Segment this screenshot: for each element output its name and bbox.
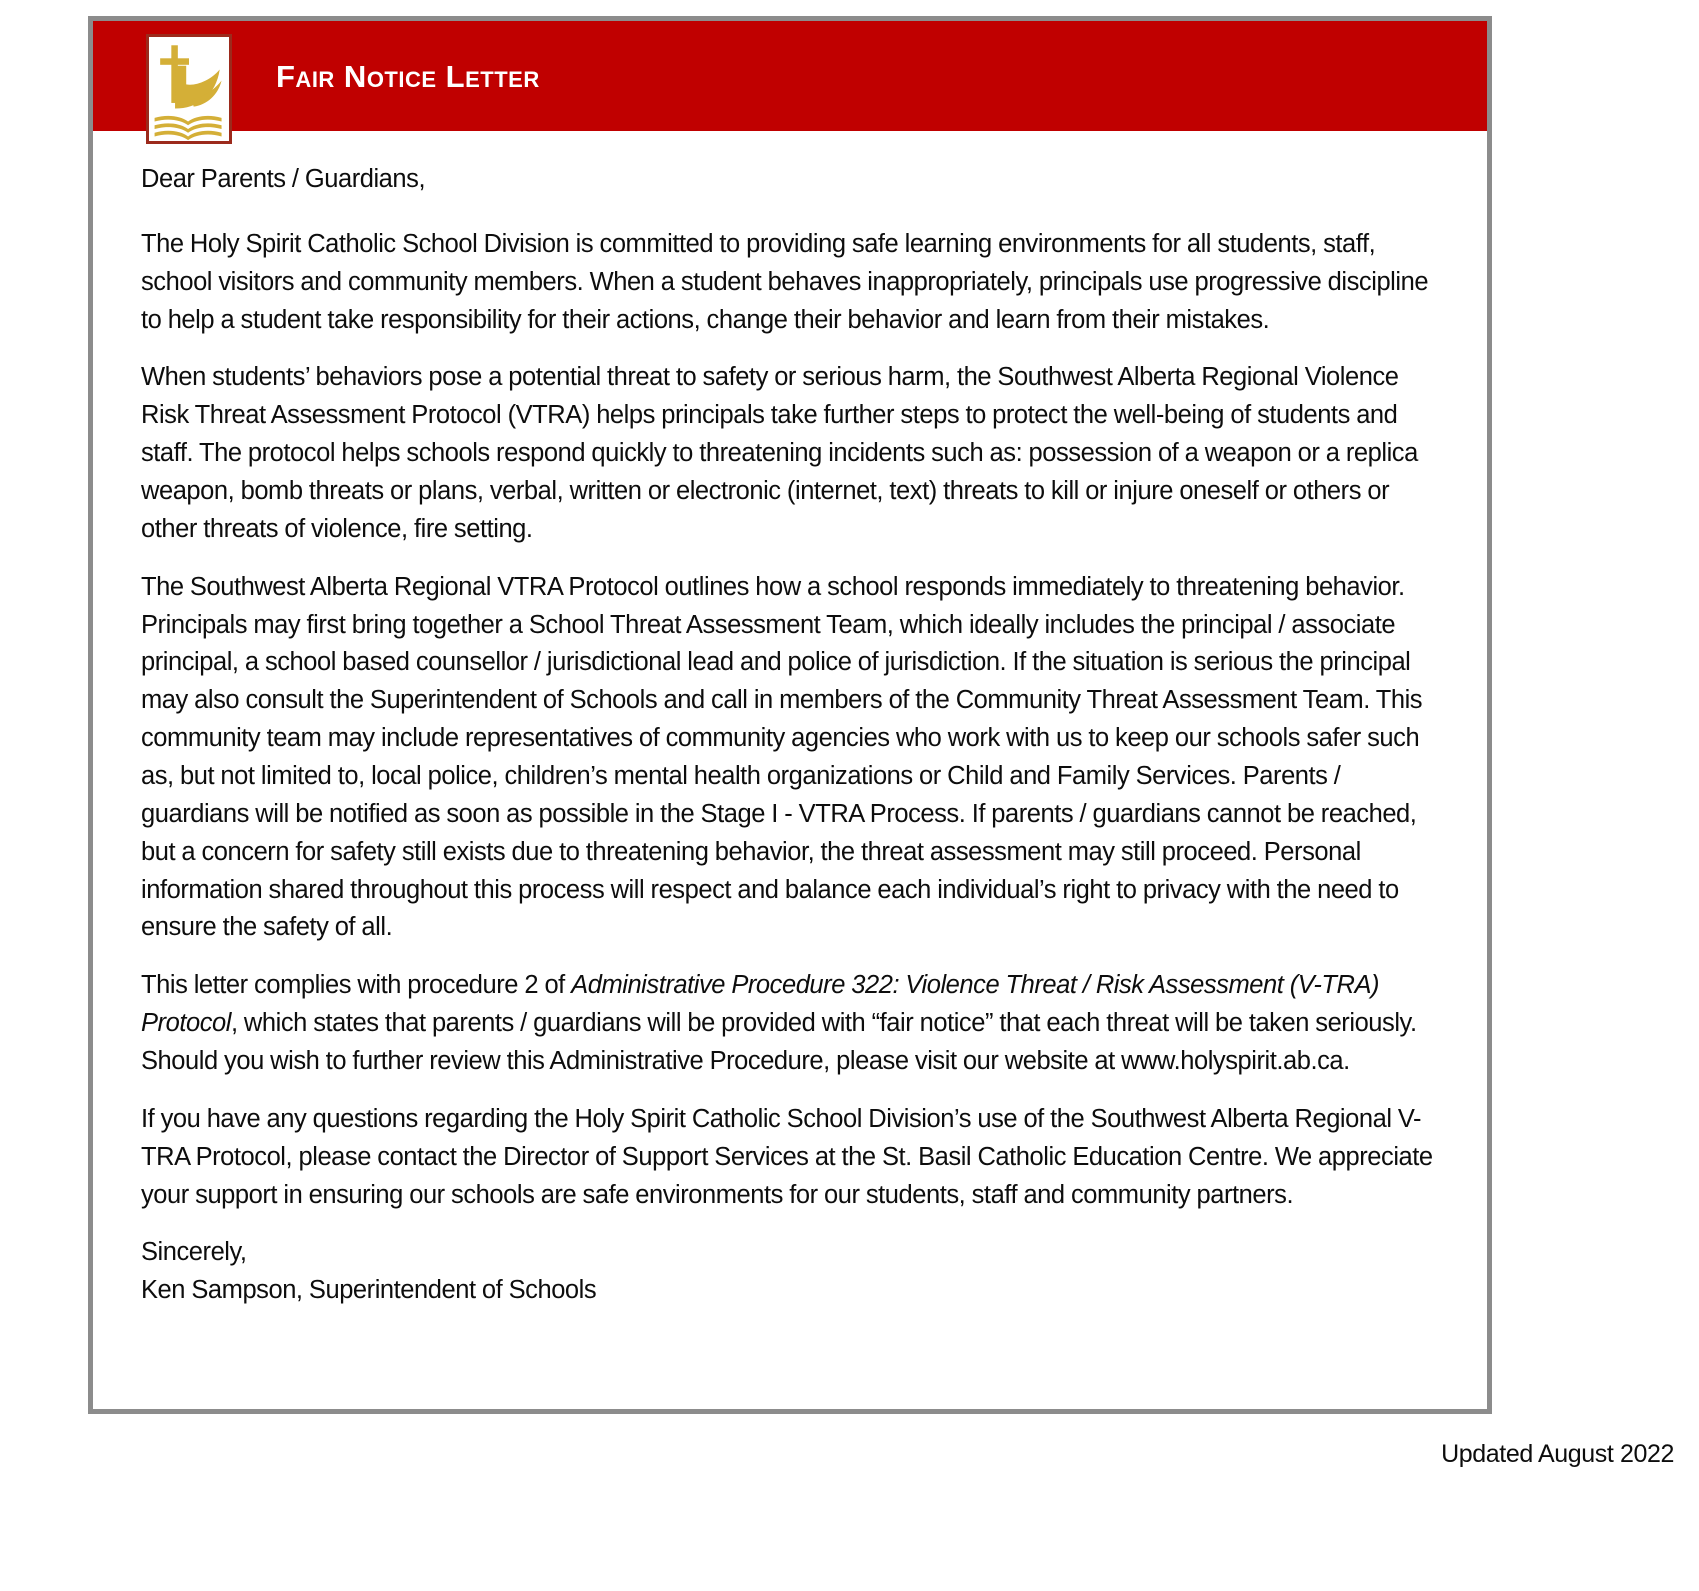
paragraph-vtra-overview: When students’ behaviors pose a potential threat to safety or serious harm, the Southwest Alberta Regional Violence Risk Threat Assessment Protocol (VTRA) helps principals take further steps to protect the well-being of students and staff. The protocol helps schools respond quickly to threatening incidents such as: possession of a weapon or a replica weapon, bomb threats or plans, verbal, written or electronic (internet, text) threats to kill or injure oneself or others or other threats of violence, fire setting. xyxy=(141,363,1418,543)
paragraph-commitment: The Holy Spirit Catholic School Division is committed to providing safe learning environments for all students, staff, school visitors and community members. When a student behaves inappropriately, principals use progressive discipline to help a student take responsibility for their actions, change their behavior and learn from their mistakes. xyxy=(141,229,1429,334)
signature-name-title: Ken Sampson, Superintendent of Schools xyxy=(141,1275,597,1304)
signature-block xyxy=(141,1234,1439,1308)
letter-frame xyxy=(88,16,1492,1414)
holy-spirit-logo xyxy=(146,34,232,144)
compliance-tail-text: , which states that parents / guardians will be provided with “fair notice” that each threat will be taken seriously. Should you wish to further review this Administrative Procedure, please visit our website at www.holyspirit.ab.ca. xyxy=(141,1009,1417,1076)
page-title: Fair Notice Letter xyxy=(276,58,540,94)
signature-closing: Sincerely, xyxy=(141,1238,247,1267)
paragraph-protocol-process: The Southwest Alberta Regional VTRA Protocol outlines how a school responds immediately to threatening behavior. Principals may first bring together a School Threat Assessment Team, which ideally includes the principal / associate principal, a school based counsellor / jurisdictional lead and police of jurisdiction. If the situation is serious the principal may also consult the Superintendent of Schools and call in members of the Community Threat Assessment Team. This community team may include representatives of community agencies who work with us to keep our schools safer such as, but not limited to, local police, children’s mental health organizations or Child and Family Services. Parents / guardians will be notified as soon as possible in the Stage I - VTRA Process. If parents / guardians cannot be reached, but a concern for safety still exists due to threatening behavior, the threat assessment may still proceed. Personal information shared throughout this process will respect and balance each individual’s right to privacy with the need to ensure the safety of all. xyxy=(141,572,1423,942)
administrative-procedure-title: Administrative Procedure 322: Violence Threat / Risk Assessment (V-TRA) Protocol xyxy=(141,971,1380,1038)
paragraph-compliance xyxy=(141,967,1439,1081)
header-banner xyxy=(93,21,1487,131)
compliance-lead-text: This letter complies with procedure 2 of xyxy=(141,971,572,1000)
footer-updated-date: Updated August 2022 xyxy=(1441,1440,1674,1468)
salutation: Dear Parents / Guardians, xyxy=(141,165,426,193)
paragraph-contact: If you have any questions regarding the Holy Spirit Catholic School Division’s use of the Southwest Alberta Regional V-TRA Protocol, please contact the Director of Support Services at the St. Basil Catholic Education Centre. We appreciate your support in ensuring our schools are safe environments for our students, staff and community partners. xyxy=(141,1104,1433,1209)
letter-body xyxy=(93,131,1487,1309)
